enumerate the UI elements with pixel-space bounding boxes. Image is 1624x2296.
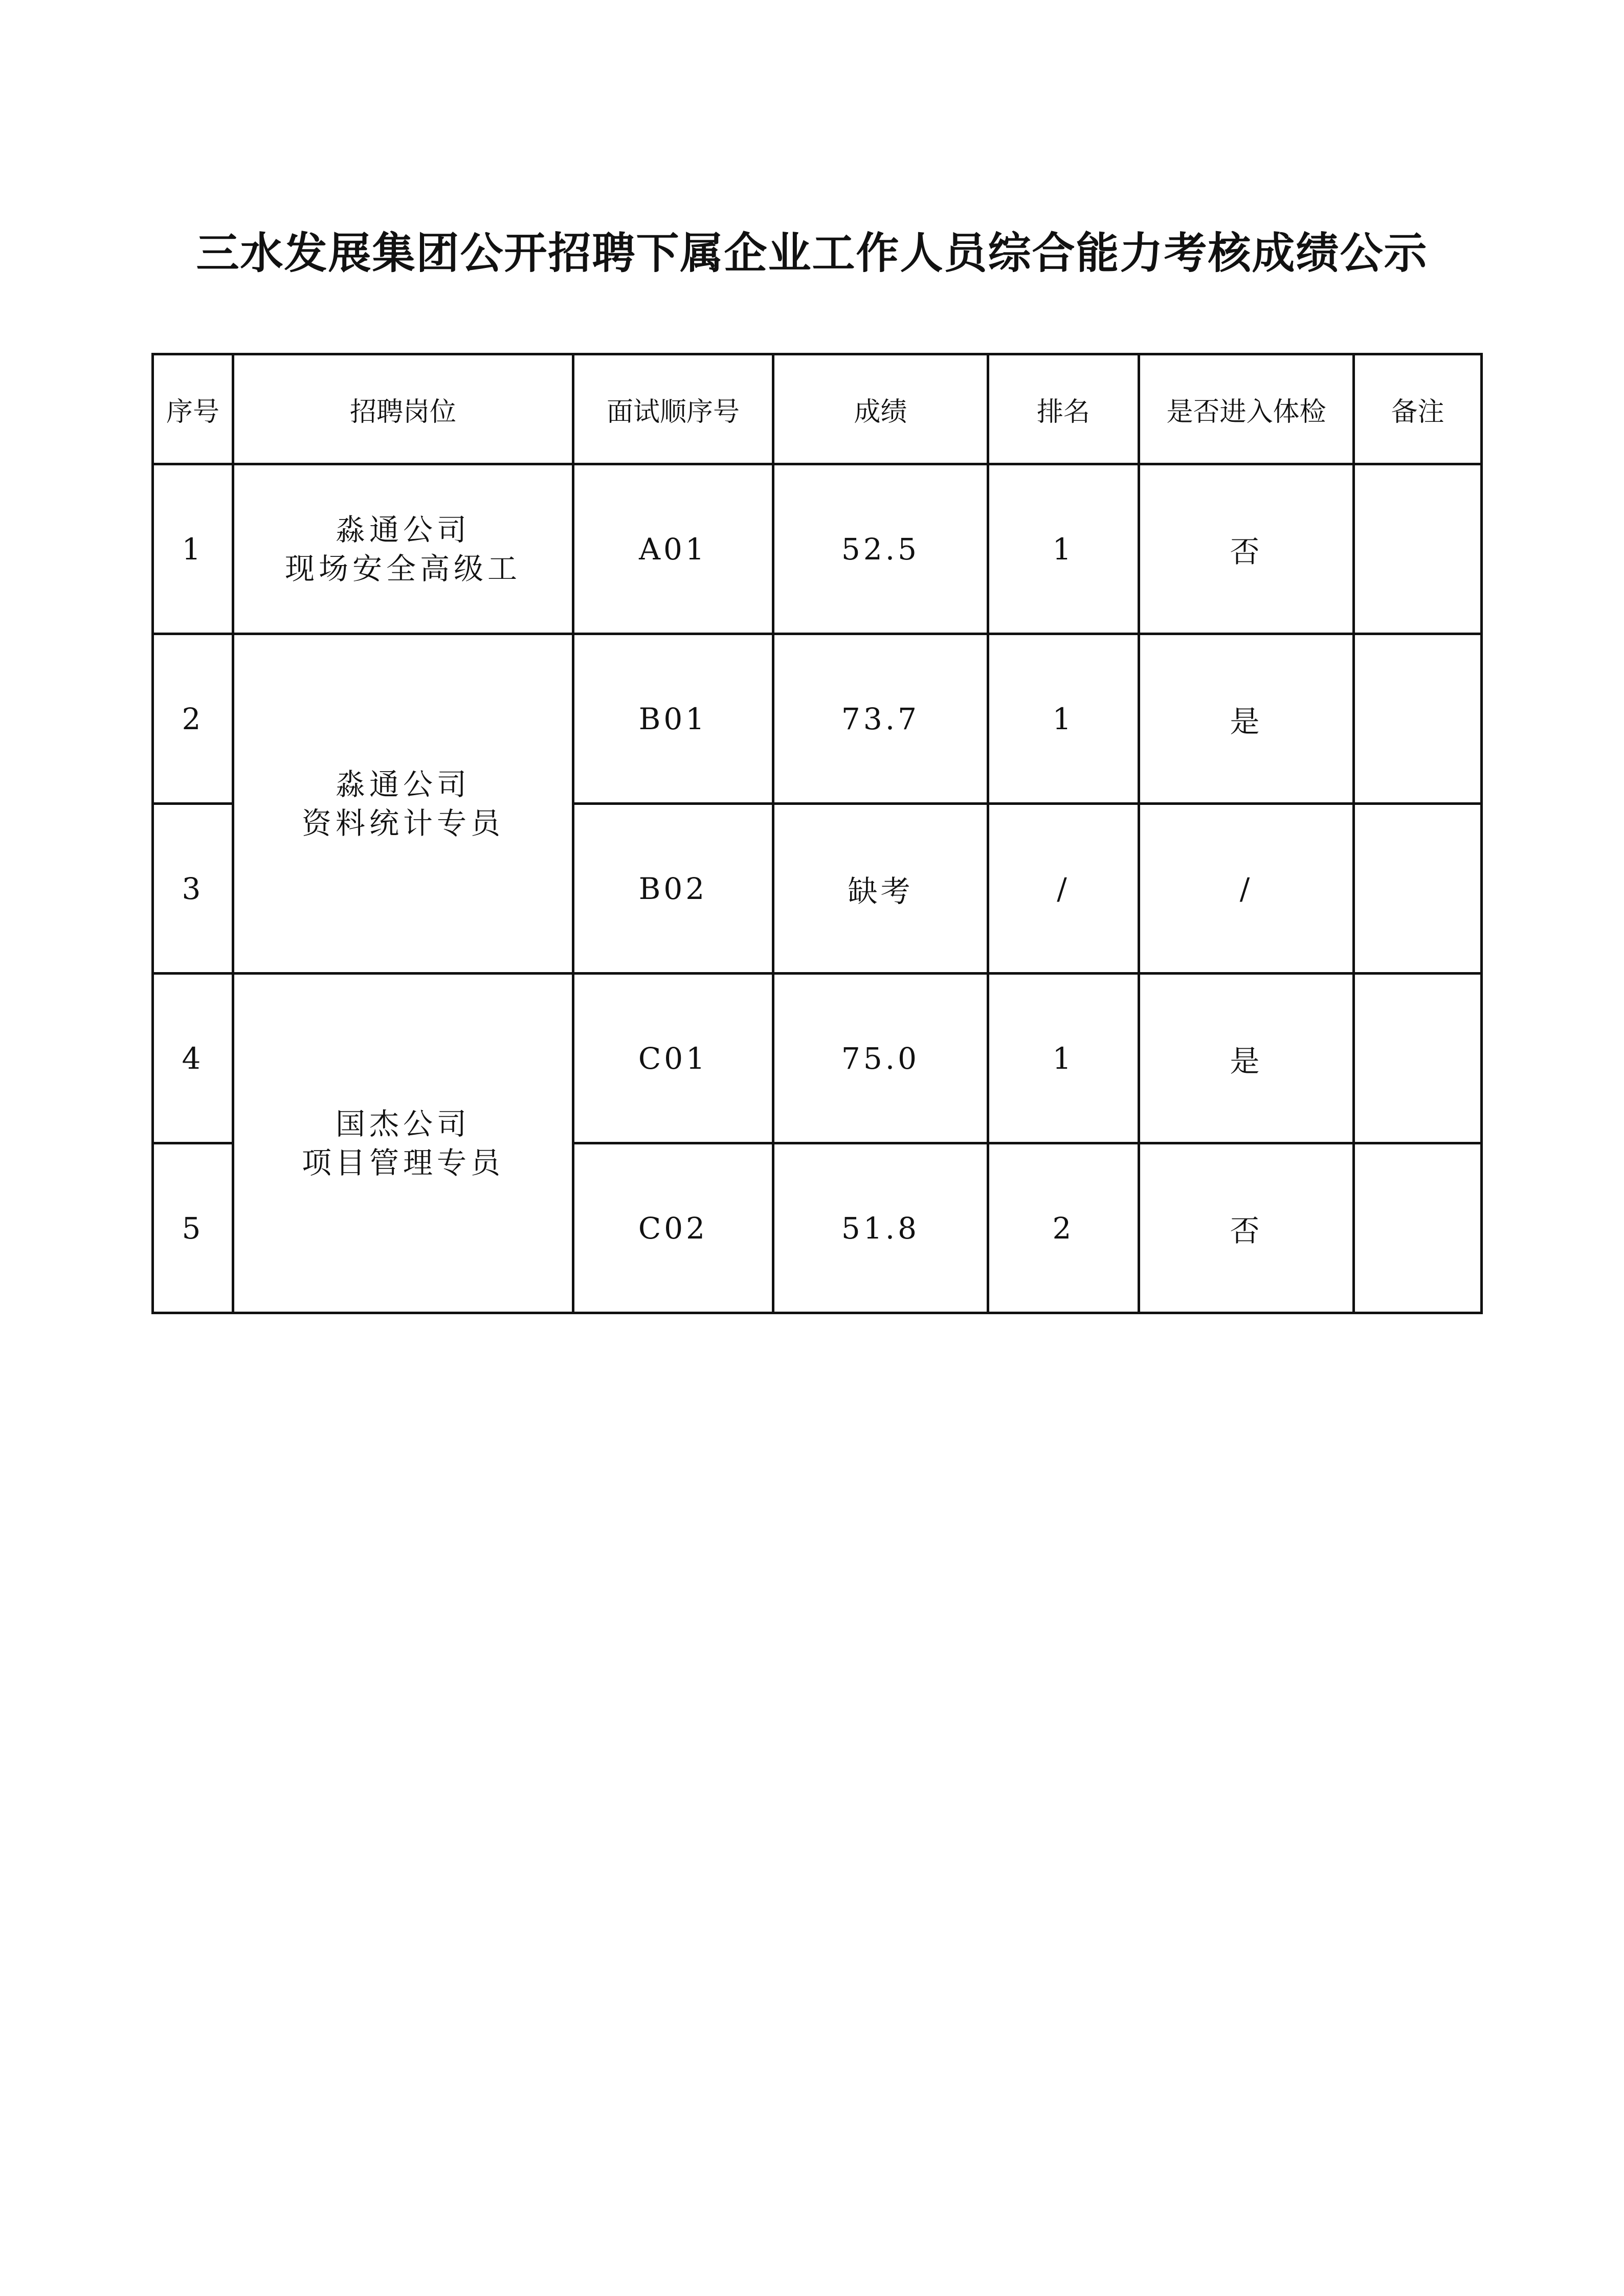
- rank-cell: 1: [988, 464, 1139, 634]
- rank-cell: 2: [988, 1143, 1139, 1313]
- physical-exam-cell: 是: [1139, 634, 1354, 804]
- interview-order-cell: B01: [573, 634, 773, 804]
- header-physical-exam: 是否进入体检: [1139, 354, 1354, 464]
- position-role: 项目管理专员: [301, 1145, 504, 1180]
- remarks-cell: [1354, 634, 1482, 804]
- table-row: [153, 974, 1482, 1143]
- header-interview-order: 面试顺序号: [573, 354, 773, 464]
- interview-order-cell: C01: [573, 974, 773, 1143]
- interview-order-cell: B02: [573, 804, 773, 974]
- position-role: 现场安全高级工: [284, 551, 521, 586]
- table-row: [153, 464, 1482, 634]
- header-remarks: 备注: [1354, 354, 1482, 464]
- position-cell: [233, 974, 573, 1313]
- position-cell: [233, 464, 573, 634]
- header-seq: 序号: [153, 354, 233, 464]
- interview-order-cell: A01: [573, 464, 773, 634]
- score-cell: 75.0: [773, 974, 988, 1143]
- seq-cell: 1: [153, 464, 233, 634]
- page-title: 三水发展集团公开招聘下属企业工作人员综合能力考核成绩公示: [196, 228, 1428, 278]
- rank-cell: /: [988, 804, 1139, 974]
- score-table: [151, 353, 1483, 1314]
- header-score: 成绩: [773, 354, 988, 464]
- remarks-cell: [1354, 1143, 1482, 1313]
- rank-cell: 1: [988, 634, 1139, 804]
- position-company: 淼通公司: [335, 767, 471, 802]
- remarks-cell: [1354, 464, 1482, 634]
- seq-cell: 2: [153, 634, 233, 804]
- score-cell: 52.5: [773, 464, 988, 634]
- rank-cell: 1: [988, 974, 1139, 1143]
- header-row: [153, 354, 1482, 464]
- seq-cell: 3: [153, 804, 233, 974]
- seq-cell: 4: [153, 974, 233, 1143]
- physical-exam-cell: 是: [1139, 974, 1354, 1143]
- score-cell: 73.7: [773, 634, 988, 804]
- position-cell: [233, 634, 573, 974]
- score-cell: 缺考: [773, 804, 988, 974]
- physical-exam-cell: 否: [1139, 1143, 1354, 1313]
- position-role: 资料统计专员: [301, 805, 504, 841]
- physical-exam-cell: 否: [1139, 464, 1354, 634]
- remarks-cell: [1354, 804, 1482, 974]
- position-company: 淼通公司: [335, 512, 471, 547]
- header-rank: 排名: [988, 354, 1139, 464]
- header-position: 招聘岗位: [233, 354, 573, 464]
- score-cell: 51.8: [773, 1143, 988, 1313]
- seq-cell: 5: [153, 1143, 233, 1313]
- position-company: 国杰公司: [335, 1106, 471, 1141]
- physical-exam-cell: /: [1139, 804, 1354, 974]
- remarks-cell: [1354, 974, 1482, 1143]
- table-row: [153, 634, 1482, 804]
- interview-order-cell: C02: [573, 1143, 773, 1313]
